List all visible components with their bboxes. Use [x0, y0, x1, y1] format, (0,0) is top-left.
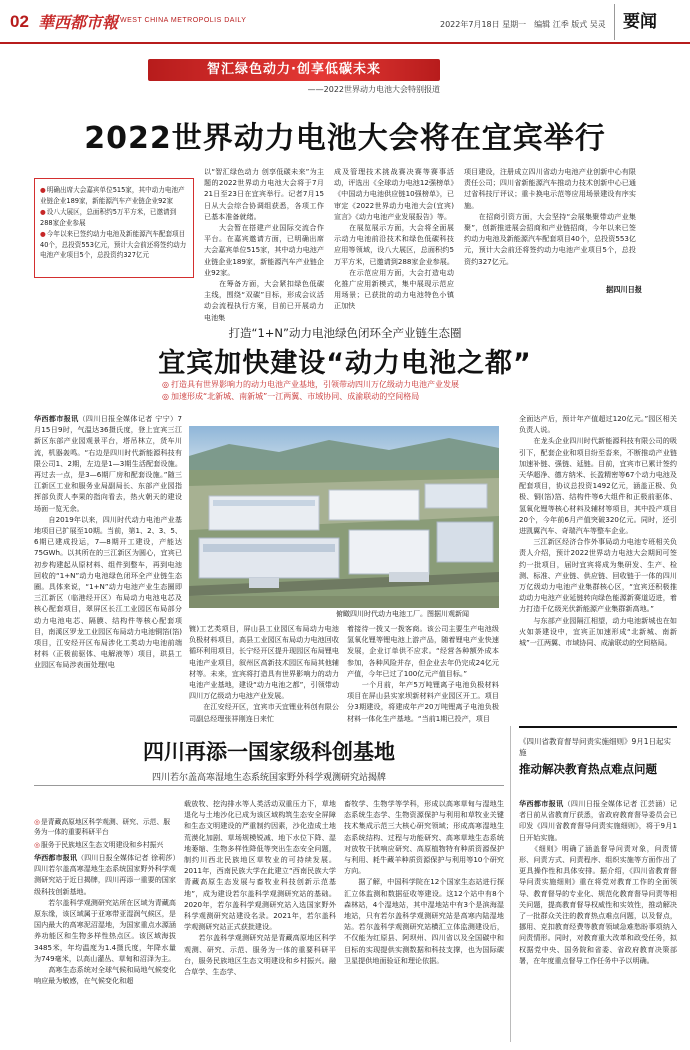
factory-aerial-photo: [189, 426, 499, 608]
story3-highlights: [34, 817, 176, 853]
story3-column-3: 畜牧学、生物学等学科，形成以高寒草甸与湿地生态系统生态学、生物资源保护与利用和草牧业关键技术集成示范三大核心研究领域；形成高寒湿地生态系统结构、过程与功能研究、高寒草地生态系统对放牧干扰响应研究、高原植物特有种质资源保护与利用、耗牛藏羊种质资源保护与利用等10个研究方向。 据了解，中国科学院在12个国家生态站进行探汇立体监测和数据征收等建设。这12个站中有8个森林站，4个湿地站，其中湿地站中有3个是滨海湿地站，只有若尔盖科学观测研究站是高寒内陆湿地站。若尔盖科学观测研究站横汇立体监测建设后，不仅能为红原县、阿坝州、四川省以及全国碳中和目标的实现提供实测数据和科技支撑，也为国际碳卫星提供地面验证和理论依据。: [344, 799, 504, 965]
subhead-item: ◎ 加速形成“北新城、南新城”一江两翼、市域协同、成渝联动的空间格局: [162, 392, 420, 401]
masthead: [0, 0, 690, 44]
bullet-icon: ●: [40, 230, 46, 238]
subhead-item: ◎ 打造具有世界影响力的动力电池产业基地，引领带动四川万亿级动力电池产业发展: [162, 380, 459, 389]
story1-credit: 据四川日报: [606, 285, 642, 294]
bullet-icon: ●: [40, 208, 46, 216]
story3-headline: 四川再添一国家级科创基地: [143, 740, 395, 764]
paper-english-name: WEST CHINA METROPOLIS DAILY: [120, 17, 247, 24]
story1-headline: 2022世界动力电池大会将在宜宾举行: [84, 121, 606, 156]
circle-bullet-icon: ◎: [162, 392, 169, 401]
bullet-icon: ●: [40, 186, 46, 194]
story1-column-3: 项目建设，注册成立四川省动力电池产业创新中心有限责任公司；四川省新能源汽车推动力技术创新中心已通过省科技厅评议；重卡换电示范等应用场景建设有序实施。 在招商引资方面，大会坚持“会展集聚带动产业集聚”，创新推进展会招商和产业链招商，今年以来已签约动力电池及新能源汽车配套项目40个，总投资553亿元，预计大会前还将签约动力电池产业项目5个，总投资约327亿元。: [464, 167, 636, 266]
page-number: 02: [10, 12, 29, 31]
factory-aerial-illustration: [189, 426, 499, 608]
story3-column-2: 载放牧、挖沟排水等人类活动双重压力下，草地退化与土地沙化已成为该区域构筑生态安全屏障和生态文明建设的严重制约因素，沙化造成土地荒漠化加剧、草场规模锐减、地下水位下降、湿地萎缩、生物多样性降低等突出生态安全问题，制约川西北民族地区草牧业的可持续发展。2011年，西南民族大学在此建立“西南民族大学青藏高原生态发展与畜牧业科技创新示范基地”，成为建设若尔盖科学观测研究站的基础。2020年，若尔盖科学观测研究站入选国家野外科学观测研究站建设名录。2021年，若尔盖科学观测研究站正式获批建设。 若尔盖科学观测研究站是青藏高原地区科学观测、研究、示范、服务为一体的重要科研平台，服务民族地区生态文明建设和乡村振兴。融合草学、生态学、: [184, 799, 336, 977]
special-report-banner: [148, 59, 440, 95]
highlight-item: ◎服务于民族地区生态文明建设和乡村振兴: [34, 841, 164, 849]
story1-highlights: [34, 178, 194, 278]
circle-bullet-icon: ◎: [34, 841, 40, 849]
story2-intro-headline: 打造“1+N”动力电池绿色闭环全产业链生态圈: [228, 326, 462, 340]
story4-headline: 推动解决教育热点难点问题: [519, 762, 657, 776]
highlight-item: ●今年以来已签约动力电池及新能源汽车配套项目40个，总投资553亿元，预计大会前还将签约动力电池产业项目5个，总投资约327亿元: [40, 230, 187, 259]
story3-column-1: 华西都市报讯（四川日报全媒体记者 徐莉莎）四川若尔盖高寒湿地生态系统国家野外科学观测研究站于近日揭牌，四川再添一重要的国家级科技创新基地。 若尔盖科学观测研究站所在区域为青藏高原东缘，该区域属于亚寒带亚湿润气候区，是国内最大的高寒泥沼湿地，为国家重点水源涵养功能区和生物多样性热点区。该区域海拔3485米，年均温度为1.4摄氏度，年降水量为749毫米，以高山灌丛、草甸和沼泽为主。 高寒生态系统对全球气候和局地气候变化响应最为敏感，在气候变化和超: [34, 853, 176, 986]
story3-rule: [34, 785, 504, 786]
story4-body: 华西都市报讯（四川日报全媒体记者 江芸涵）记者日前从省教育厅获悉，省政府教育督导委员会已印发《四川省教育督导问责实施细则》，将于9月1日开始实施。 《细则》明确了涵盖督导问责对象，问责情形、问责方式、问责程序、组织实施等方面作出了更具操作性和具体安排。据介绍，《四川省教育督导问责实施细则》重在将党对教育工作的全面领导、教育督导的专业化、规范化教育督导问责等相关问题，提高教育督导权威性和实效性，推动解决了一批群众关注的教育热点难点问题，以及督点，挪用、克扣教育经费等教育领域急难愁盼事项纳入问责情形。同时，对教育重大改革和政受任务，拟权据党中央、国务院和省委、省政府教育决策部署，在年度重点督导工作任务中予以明确。: [519, 799, 677, 965]
highlight-item: ●设八大展区，总面积约5万平方米，已邀请到288家企业参展: [40, 208, 177, 227]
story2-column-4: 全面达产后，预计年产值超过120亿元。”园区相关负责人说。 在龙头企业四川时代新能源科技有限公司的吸引下，配套企业和项目纷至沓来，不断推动产业链加速补链、强链、延链。目前，宜宾市已累计签约天华超净、德方纳米、长盈精密等67个动力电池及配套项目，协议总投资1492亿元，涵盖正极、负极、铜(箔)箔、结构件等6大组件和正极前驱体、氢氧化锂等核心材料及辅材等项目，其中投产项目20个，今年前6月产值突破320亿元。同时，还引进凯翼汽车、奇瑞汽车等整车企业。 三江新区经济合作外事局动力电池专班相关负责人介绍，预计2022世界动力电池大会期间可签约一批项目，届时宜宾将成为集研发、生产、检测、标准、产业链、供应链、回收链于一体的四川万亿级动力电池产业集群核心区，“宜宾还积极推动动力电池产业延链转向绿色能源新赛道迈进，着力打造千亿级光伏新能源产业集群新高地。” 与东部产业园隔江相望，动力电池新城也在如火如荼建设中，宜宾正加速形成“北新城、南新城”一江两翼、市域协同、成渝联动的空间格局。: [519, 414, 677, 648]
story2-subheads: [162, 379, 582, 403]
story2-column-3: 着接待一拨又一拨客商。该公司主要生产电池级氢氧化锂等锂电池上游产品，随着锂电产业快速发展，企业订单供不应求。“经营各种额外成本参加，各种风险并存，但企业去年仍完成24亿元产值，今年已过了100亿元产值目标。” 一个月前，年产5万吨锂离子电池负极材料项目在屏山县实家坝新材料产业园区开工。项目分3期建设，将建成年产20万吨锂离子电池负极材料一体化生产基地。“当前1期已投产，项目: [347, 624, 499, 723]
paper-logo: 華西都市報: [38, 13, 119, 32]
column-divider: [510, 726, 511, 1042]
photo-caption: 俯瞰四川时代动力电池工厂。图据川观新闻: [336, 610, 469, 618]
story2-headline: 宜宾加快建设“动力电池之都”: [158, 348, 532, 379]
banner-subtitle: ——2022世界动力电池大会特别报道: [307, 85, 440, 94]
story4-header: [519, 726, 677, 777]
story4-pre-headline: 《四川省教育督导问责实施细则》9月1日起实施: [519, 737, 672, 757]
banner-slogan: 智汇绿色动力·创享低碳未来: [148, 59, 440, 81]
circle-bullet-icon: ◎: [162, 380, 169, 389]
story2-column-2: 镀)工艺类项目，屏山县工业园区布局动力电池负极材料项目，高县工业园区布局动力电池回收循环利用项目，长宁经开区提升现园区布局锂电电池产业项目，叙州区高新技术园区布局其他辅材等。未来，宜宾将打造具有世界影响力的动力电池产业基地，建设“动力电池之都”，引领带动四川万亿级动力电池产业发展。 在江安经开区，宜宾市天宜锂业科创有限公司副总经理张祥刚连日来忙: [189, 624, 339, 723]
dateline: 2022年7月18日 星期一 编辑 江季 版式 吴灵: [440, 20, 606, 29]
story1-column-1: 以“智汇绿色动力 创享低碳未来”为主题的2022世界动力电池大会将于7月21日至23日在宜宾举行。记者7月15日从大会综合协调组获悉，各项工作已基本准备就绪。 大会暂在搭建产业国际交流合作平台。在嘉宾邀请方面，已明确出席大会嘉宾单位515家，其中动力电池产业链企业189家，新能源汽车产业链企业92家。 在筹备方面，大会紧扣绿色低碳主线，围绕“双碳”目标，形成会议活动会流程执行方案，目前已开展动力电池集: [204, 167, 324, 322]
story2-column-1: 华西都市报讯（四川日报全媒体记者 宁宁）7月15日9时，气温达36摄氏度，登上宜宾三江新区东部产业园观景平台，塔吊林立，货车川流，机器轰鸣。“右边是四川时代新能源科技有限公司1、2期，左边是1—3期生活配套设施。再过去一点，是3—6期厂房和配套设施。”随三江新区工业和服务业局副局长、东部产业园指挥部负责人李果的指向看去，热火朝天的建设场面一览无余。 自2019年以来，四川时代动力电池产业基地项目已扩展至10期。当前，第1、2、3、5、6期已建成投运，7—8期开工建设，产能达75GWh。以其所在的三江新区为圆心，宜宾已初步构建起从原材料、组件到整车，再到电池回收的“1+N”动力电池绿色闭环全产业链生态圈。具体来说，“1+N”动力电池产业生态圈即三江新区（临港经开区）布局动力电池电芯及核心配套项目，翠屏区长江工业园区布局部分动力电池电芯、隔膜、结构件等核心配套项目，南溪区罗龙工业园区布局动力电池铜箔(箔)项目，江安经开区布局涉化工类动力电池前端材料（正极前驱体、电解液等）项目，珙县工业园区布局涉表面处理(电: [34, 414, 182, 670]
highlight-item: ●明确出席大会嘉宾单位515家，其中动力电池产业链企业189家，新能源汽车产业链企业92家: [40, 186, 185, 205]
highlight-item: ◎是青藏高原地区科学观测、研究、示范、服务为一体的重要科研平台: [34, 818, 171, 836]
story1-column-2: 成及管理技术挑战赛决赛等赛事活动，评选出《全球动力电池12强榜单》《中国动力电池供应链10强榜单》，已审定《2022世界动力电池大会(宜宾)宣言》《动力电池产业发展报告》等。 在展览展示方面，大会将全面展示动力电池前沿技术和绿色低碳科技应用等领域，设八大展区，总面积约5万平方米，已邀请到288家企业参展。 在示范应用方面，大会打造电动化推广应用新模式，集中展现示范应用场景；已获批的动力电池特色小镇正加快: [334, 167, 454, 311]
circle-bullet-icon: ◎: [34, 818, 40, 826]
story3-subheadline: 四川若尔盖高寒湿地生态系统国家野外科学观测研究站揭牌: [151, 773, 386, 783]
section-label: 要闻: [614, 4, 690, 40]
story3-header: [34, 736, 504, 783]
